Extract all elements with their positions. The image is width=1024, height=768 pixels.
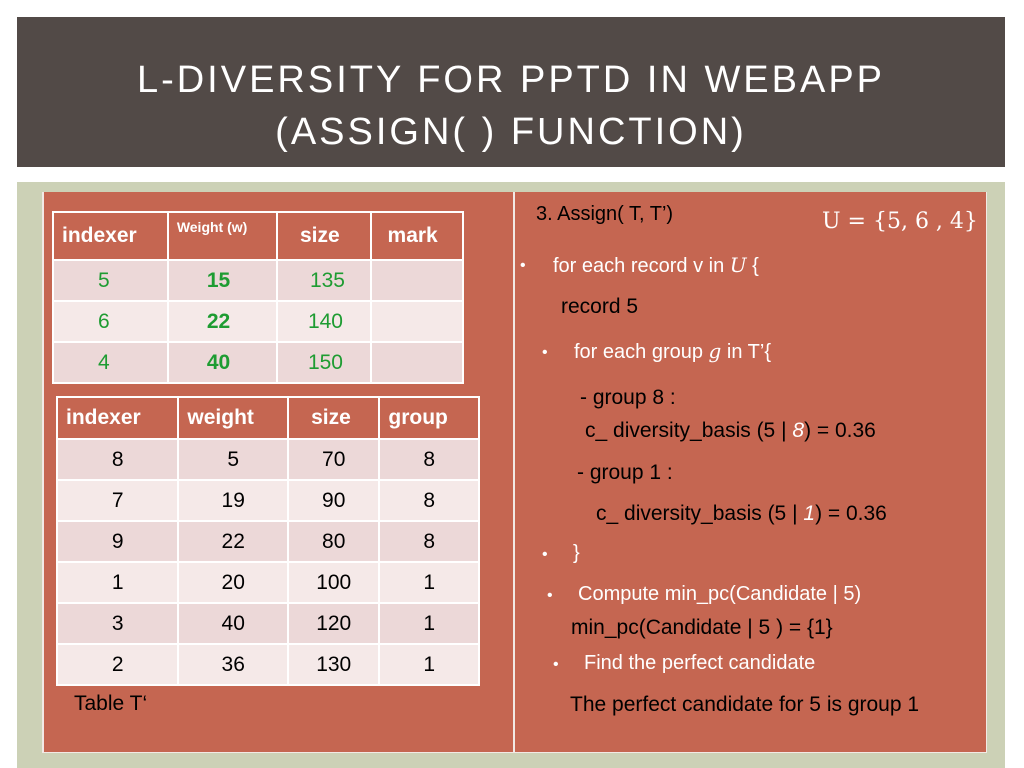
slide-title-line-1: L-DIVERSITY FOR PPTD IN WEBAPP bbox=[136, 59, 886, 101]
group8-label: - group 8 : bbox=[580, 386, 676, 409]
table-header-row bbox=[53, 212, 463, 260]
cell-weight: 22 bbox=[168, 301, 277, 342]
header-size: size bbox=[277, 212, 371, 260]
cell-indexer: 3 bbox=[57, 603, 178, 644]
group8-calc bbox=[585, 419, 876, 443]
cell-group: 8 bbox=[379, 439, 479, 480]
bullet-icon: • bbox=[553, 656, 559, 673]
group1-calc-result: ) = 0.36 bbox=[815, 502, 887, 525]
u-set-formula: U = {5, 6 , 4} bbox=[822, 209, 978, 234]
foreach-group-line bbox=[574, 339, 771, 364]
group1-label: - group 1 : bbox=[577, 461, 673, 484]
compute-line: Compute min_pc(Candidate | 5) bbox=[578, 583, 862, 605]
table-row bbox=[57, 644, 479, 685]
table-row bbox=[57, 480, 479, 521]
header-indexer: indexer bbox=[57, 397, 178, 439]
cell-size: 150 bbox=[277, 342, 371, 383]
table-header-row bbox=[57, 397, 479, 439]
group8-calc-result: ) = 0.36 bbox=[804, 419, 876, 442]
header-size: size bbox=[288, 397, 379, 439]
record-line: record 5 bbox=[561, 295, 639, 318]
group1-calc bbox=[596, 502, 887, 526]
cell-mark bbox=[371, 301, 463, 342]
min-pc-result: min_pc(Candidate | 5 ) = {1} bbox=[571, 616, 833, 639]
header-weight: weight bbox=[178, 397, 288, 439]
foreach-group-var: g bbox=[708, 339, 722, 363]
cell-weight: 36 bbox=[178, 644, 288, 685]
table-row bbox=[57, 562, 479, 603]
close-brace: } bbox=[573, 542, 580, 564]
group8-calc-var: 8 bbox=[792, 419, 805, 442]
cell-weight: 5 bbox=[178, 439, 288, 480]
group-table-t bbox=[56, 396, 480, 686]
cell-indexer: 4 bbox=[53, 342, 168, 383]
foreach-group-text: for each group bbox=[574, 341, 709, 363]
cell-size: 140 bbox=[277, 301, 371, 342]
cell-weight: 22 bbox=[178, 521, 288, 562]
header-group: group bbox=[379, 397, 479, 439]
cell-size: 100 bbox=[288, 562, 379, 603]
foreach-record-text: for each record v in bbox=[553, 255, 730, 277]
cell-weight: 19 bbox=[178, 480, 288, 521]
table-row bbox=[53, 342, 463, 383]
cell-mark bbox=[371, 260, 463, 301]
cell-indexer: 2 bbox=[57, 644, 178, 685]
cell-weight: 40 bbox=[168, 342, 277, 383]
cell-indexer: 6 bbox=[53, 301, 168, 342]
bullet-icon: • bbox=[542, 546, 548, 563]
cell-indexer: 5 bbox=[53, 260, 168, 301]
bullet-icon: • bbox=[520, 257, 526, 274]
cell-size: 120 bbox=[288, 603, 379, 644]
cell-weight: 40 bbox=[178, 603, 288, 644]
header-weight: Weight (w) bbox=[168, 212, 277, 260]
cell-group: 8 bbox=[379, 521, 479, 562]
table-row bbox=[57, 603, 479, 644]
table-row bbox=[53, 301, 463, 342]
header-mark: mark bbox=[371, 212, 463, 260]
table-row bbox=[53, 260, 463, 301]
foreach-record-var: U bbox=[729, 253, 747, 277]
cell-indexer: 9 bbox=[57, 521, 178, 562]
table-t-caption: Table T‘ bbox=[74, 692, 148, 715]
title-bar bbox=[17, 17, 1005, 167]
cell-weight: 20 bbox=[178, 562, 288, 603]
foreach-group-rest: in T’{ bbox=[721, 341, 772, 363]
cell-group: 1 bbox=[379, 644, 479, 685]
result-line: The perfect candidate for 5 is group 1 bbox=[570, 693, 920, 716]
cell-weight: 15 bbox=[168, 260, 277, 301]
bullet-icon: • bbox=[542, 344, 548, 361]
foreach-record-brace: { bbox=[746, 255, 759, 277]
group1-calc-text: c_ diversity_basis (5 | bbox=[596, 502, 804, 525]
table-row bbox=[57, 521, 479, 562]
foreach-record-line bbox=[553, 253, 759, 278]
cell-size: 130 bbox=[288, 644, 379, 685]
find-line: Find the perfect candidate bbox=[584, 652, 816, 674]
cell-indexer: 7 bbox=[57, 480, 178, 521]
cell-size: 80 bbox=[288, 521, 379, 562]
algorithm-heading: 3. Assign( T, T’) bbox=[536, 203, 674, 225]
record-table-u bbox=[52, 211, 464, 384]
header-indexer: indexer bbox=[53, 212, 168, 260]
cell-group: 1 bbox=[379, 603, 479, 644]
bullet-icon: • bbox=[547, 587, 553, 604]
cell-group: 1 bbox=[379, 562, 479, 603]
group8-calc-text: c_ diversity_basis (5 | bbox=[585, 419, 793, 442]
cell-indexer: 8 bbox=[57, 439, 178, 480]
cell-size: 90 bbox=[288, 480, 379, 521]
cell-size: 135 bbox=[277, 260, 371, 301]
cell-group: 8 bbox=[379, 480, 479, 521]
cell-size: 70 bbox=[288, 439, 379, 480]
table-row bbox=[57, 439, 479, 480]
slide-title-line-2: (ASSIGN( ) FUNCTION) bbox=[275, 111, 747, 153]
cell-indexer: 1 bbox=[57, 562, 178, 603]
cell-mark bbox=[371, 342, 463, 383]
group1-calc-var: 1 bbox=[803, 502, 816, 525]
